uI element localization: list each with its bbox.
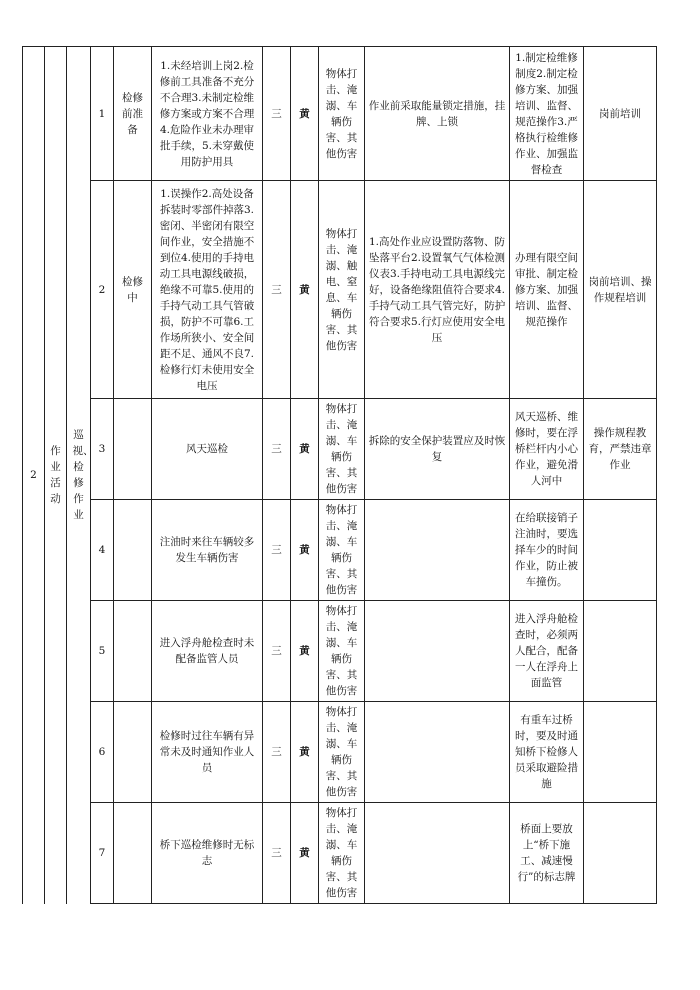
consequence: 物体打击、淹溺、触电、窒息、车辆伤害、其他伤害 <box>319 181 365 399</box>
hazard-description: 桥下巡检维修时无标志 <box>152 803 263 904</box>
training-measure: 岗前培训、操作规程培训 <box>584 181 657 399</box>
table-row <box>23 181 657 399</box>
row-number: 2 <box>91 181 114 399</box>
row-number: 6 <box>91 702 114 803</box>
training-measure: 操作规程教育，严禁违章作业 <box>584 399 657 500</box>
hazard-description: 风天巡检 <box>152 399 263 500</box>
training-measure <box>584 601 657 702</box>
group-category-cell: 作业活动 <box>45 47 67 904</box>
table-row <box>23 702 657 803</box>
consequence: 物体打击、淹溺、车辆伤害、其他伤害 <box>319 601 365 702</box>
row-number: 4 <box>91 500 114 601</box>
risk-assessment-table <box>22 46 657 904</box>
risk-level: 三 <box>263 181 291 399</box>
risk-color: 黄 <box>291 399 319 500</box>
consequence: 物体打击、淹溺、车辆伤害、其他伤害 <box>319 500 365 601</box>
engineering-measure: 作业前采取能量锁定措施，挂牌、上锁 <box>365 47 510 181</box>
table-row <box>23 399 657 500</box>
risk-level: 三 <box>263 601 291 702</box>
training-measure: 岗前培训 <box>584 47 657 181</box>
management-measure: 进入浮舟舱检查时，必须两人配合，配备一人在浮舟上面监管 <box>510 601 584 702</box>
risk-level: 三 <box>263 399 291 500</box>
management-measure: 1.制定检维修制度2.制定检修方案、加强培训、监督、规范操作3.严格执行检维修作业、加强监督检查 <box>510 47 584 181</box>
risk-color: 黄 <box>291 500 319 601</box>
row-number: 3 <box>91 399 114 500</box>
risk-color: 黄 <box>291 803 319 904</box>
hazard-description: 注油时来往车辆较多发生车辆伤害 <box>152 500 263 601</box>
risk-color: 黄 <box>291 601 319 702</box>
engineering-measure <box>365 500 510 601</box>
step-name <box>114 399 152 500</box>
table-row <box>23 803 657 904</box>
consequence: 物体打击、淹溺、车辆伤害、其他伤害 <box>319 399 365 500</box>
engineering-measure <box>365 702 510 803</box>
engineering-measure: 1.高处作业应设置防落物、防坠落平台2.设置氧气气体检测仪表3.手持电动工具电源线完好，设备绝缘阻值符合要求4.手持气动工具气管完好，防护符合要求5.行灯应使用安全电压 <box>365 181 510 399</box>
table-row <box>23 500 657 601</box>
step-name <box>114 702 152 803</box>
risk-level: 三 <box>263 47 291 181</box>
training-measure <box>584 803 657 904</box>
management-measure: 风天巡桥、维修时，要在浮桥栏杆内小心作业，避免滑人河中 <box>510 399 584 500</box>
consequence: 物体打击、淹溺、车辆伤害、其他伤害 <box>319 47 365 181</box>
engineering-measure: 拆除的安全保护装置应及时恢复 <box>365 399 510 500</box>
group-number-cell: 2 <box>23 47 45 904</box>
table-row <box>23 47 657 181</box>
engineering-measure <box>365 601 510 702</box>
consequence: 物体打击、淹溺、车辆伤害、其他伤害 <box>319 702 365 803</box>
table-row <box>23 601 657 702</box>
step-name <box>114 500 152 601</box>
management-measure: 办理有限空间审批、制定检修方案、加强培训、监督、规范操作 <box>510 181 584 399</box>
step-name <box>114 803 152 904</box>
engineering-measure <box>365 803 510 904</box>
hazard-description: 1.误操作2.高处设备拆装时零部件掉落3.密闭、半密闭有限空间作业，安全措施不到位4.使用的手持电动工具电源线破损，绝缘不可靠5.使用的手持气动工具气管破损，防护不可靠6.工作场所狭小、安全间距不足、通风不良7.检修行灯未使用安全电压 <box>152 181 263 399</box>
management-measure: 在给联接销子注油时，要选择车少的时间作业，防止被车撞伤。 <box>510 500 584 601</box>
hazard-description: 检修时过往车辆有异常未及时通知作业人员 <box>152 702 263 803</box>
training-measure <box>584 702 657 803</box>
hazard-description: 1.未经培训上岗2.检修前工具准备不充分不合理3.未制定检维修方案或方案不合理4.危险作业未办理审批手续，5.未穿戴使用防护用具 <box>152 47 263 181</box>
row-number: 7 <box>91 803 114 904</box>
hazard-description: 进入浮舟舱检查时未配备监管人员 <box>152 601 263 702</box>
training-measure <box>584 500 657 601</box>
consequence: 物体打击、淹溺、车辆伤害、其他伤害 <box>319 803 365 904</box>
management-measure: 桥面上要放上“桥下施工、减速慢行”的标志牌 <box>510 803 584 904</box>
risk-color: 黄 <box>291 181 319 399</box>
management-measure: 有重车过桥时，要及时通知桥下检修人员采取避险措施 <box>510 702 584 803</box>
risk-level: 三 <box>263 803 291 904</box>
risk-color: 黄 <box>291 702 319 803</box>
group-subactivity-cell: 巡视、检修作业 <box>67 47 91 904</box>
row-number: 1 <box>91 47 114 181</box>
risk-level: 三 <box>263 500 291 601</box>
risk-level: 三 <box>263 702 291 803</box>
step-name: 检修中 <box>114 181 152 399</box>
row-number: 5 <box>91 601 114 702</box>
step-name <box>114 601 152 702</box>
risk-color: 黄 <box>291 47 319 181</box>
step-name: 检修前准备 <box>114 47 152 181</box>
